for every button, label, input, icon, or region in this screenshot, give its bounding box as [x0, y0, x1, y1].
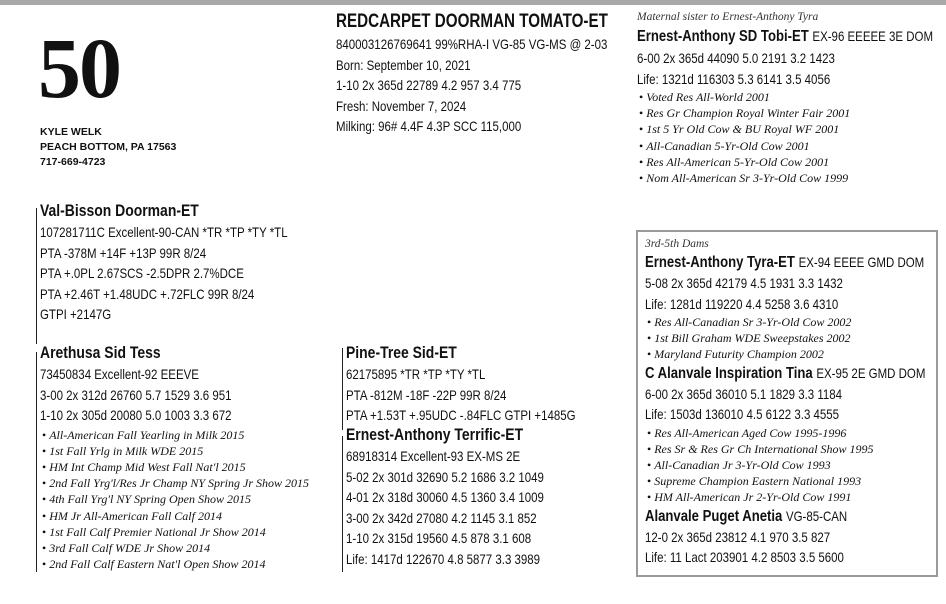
dams-box-caption: 3rd-5th Dams — [645, 238, 709, 250]
honor-item: • 1st Fall Yrlg in Milk WDE 2015 — [42, 443, 309, 459]
maternal-sister-name: Ernest-Anthony SD Tobi-ET — [637, 28, 809, 45]
fourth-dam-name: C Alanvale Inspiration Tina — [645, 364, 813, 382]
animal-milking: Milking: 96# 4.4F 4.3P SCC 115,000 — [336, 118, 522, 134]
fourth-dam-record: 6-00 2x 365d 36010 5.1 1829 3.3 1184 — [645, 385, 843, 402]
sire-line: PTA -378M +14F +13P 99R 8/24 — [40, 244, 207, 261]
owner-name: KYLE WELK — [40, 126, 102, 138]
dam-honors — [42, 427, 309, 573]
animal-block — [336, 10, 676, 137]
maternal-sister-heading — [637, 25, 933, 48]
honor-item: • Res Sr & Res Gr Ch International Show 1995 — [647, 441, 946, 457]
honor-item: • Res All-Canadian Sr 3-Yr-Old Cow 2002 — [647, 314, 946, 330]
sire-connector-line — [36, 208, 37, 344]
second-dam-life: Life: 1417d 122670 4.8 5877 3.3 3989 — [346, 550, 541, 567]
fifth-dam-life: Life: 11 Lact 203901 4.2 8503 3.5 5600 — [645, 549, 844, 566]
owner-phone: 717-669-4723 — [40, 156, 106, 168]
third-dam-honors — [647, 314, 946, 363]
third-dam-life: Life: 1281d 119220 4.4 5258 3.6 4310 — [645, 295, 839, 312]
second-dam-line: 4-01 2x 318d 30060 4.5 1360 3.4 1009 — [346, 489, 544, 505]
second-dam-line: 5-02 2x 301d 32690 5.2 1686 3.2 1049 — [346, 468, 544, 485]
dam-line: 73450834 Excellent-92 EEEVE — [40, 366, 199, 382]
owner-info — [40, 125, 176, 170]
sire-line: GTPI +2147G — [40, 306, 112, 322]
sire-name: Val-Bisson Doorman-ET — [40, 201, 199, 220]
honor-item: • Nom All-American Sr 3-Yr-Old Cow 1999 — [639, 170, 946, 186]
dam-connector-line — [36, 352, 37, 572]
owner-address: PEACH BOTTOM, PA 17563 — [40, 141, 177, 153]
honor-item: • All-Canadian 5-Yr-Old Cow 2001 — [639, 138, 946, 154]
honor-item: • All-American Fall Yearling in Milk 2015 — [42, 427, 309, 443]
animal-fresh: Fresh: November 7, 2024 — [336, 97, 467, 114]
honor-item: • Supreme Champion Eastern National 1993 — [647, 473, 946, 489]
honor-item: • 1st Bill Graham WDE Sweepstakes 2002 — [647, 330, 946, 346]
honor-item: • Res Gr Champion Royal Winter Fair 2001 — [639, 105, 946, 121]
maternal-sister-life: Life: 1321d 116303 5.3 6141 3.5 4056 — [637, 70, 831, 87]
sire-block — [40, 200, 342, 325]
animal-born: Born: September 10, 2021 — [336, 56, 471, 73]
fourth-dam-heading — [645, 363, 925, 384]
maternal-sister-caption: Maternal sister to Ernest-Anthony Tyra — [637, 11, 819, 23]
dam-sire-line: PTA -812M -18F -22P 99R 8/24 — [346, 386, 507, 403]
third-dam-heading — [645, 252, 925, 273]
honor-item: • 1st Fall Calf Premier National Jr Show 2014 — [42, 524, 309, 540]
second-dam-connector-line — [342, 436, 343, 572]
honor-item: • Maryland Futurity Champion 2002 — [647, 346, 946, 362]
dam-sire-connector-line — [342, 348, 343, 430]
honor-item: • 1st 5 Yr Old Cow & BU Royal WF 2001 — [639, 121, 946, 137]
honor-item: • HM All-American Jr 2-Yr-Old Cow 1991 — [647, 489, 946, 505]
lot-number: 50 — [38, 20, 120, 116]
fifth-dam-name: Alanvale Puget Anetia — [645, 507, 783, 525]
top-rule — [0, 0, 946, 5]
dam-sire-block — [346, 342, 626, 426]
animal-name: REDCARPET DOORMAN TOMATO-ET — [336, 11, 608, 32]
dam-sire-line: PTA +1.53T +.95UDC -.84FLC GTPI +1485G — [346, 407, 576, 423]
second-dam-name: Ernest-Anthony Terrific-ET — [346, 425, 524, 444]
fifth-dam-heading — [645, 506, 925, 527]
honor-item: • HM Jr All-American Fall Calf 2014 — [42, 508, 309, 524]
dam-line: 1-10 2x 305d 20080 5.0 1003 3.3 672 — [40, 407, 232, 423]
honor-item: • 2nd Fall Calf Eastern Nat'l Open Show 2014 — [42, 556, 309, 572]
second-dam-line: 3-00 2x 342d 27080 4.2 1145 3.1 852 — [346, 509, 537, 526]
fifth-dam-class: VG-85-CAN — [785, 507, 848, 524]
animal-id-line: 840003126769641 99%RHA-I VG-85 VG-MS @ 2-03 — [336, 36, 608, 52]
honor-item: • 4th Fall Yrg'l NY Spring Open Show 2015 — [42, 491, 309, 507]
third-dam-class: EX-94 EEEE GMD DOM — [798, 254, 925, 270]
animal-record: 1-10 2x 365d 22789 4.2 957 3.4 775 — [336, 77, 522, 93]
honor-item: • 2nd Fall Yrg'l/Res Jr Champ NY Spring Jr Show 2015 — [42, 475, 309, 491]
fourth-dam-class: EX-95 2E GMD DOM — [816, 364, 926, 381]
second-dam-line: 68918314 Excellent-93 EX-MS 2E — [346, 448, 521, 464]
sire-line: PTA +2.46T +1.48UDC +.72FLC 99R 8/24 — [40, 285, 255, 302]
fifth-dam-record: 12-0 2x 365d 23812 4.1 970 3.5 827 — [645, 528, 831, 545]
second-dam-block — [346, 424, 587, 569]
dam-name: Arethusa Sid Tess — [40, 343, 161, 362]
dam-sire-name: Pine-Tree Sid-ET — [346, 343, 457, 362]
fourth-dam-honors — [647, 425, 946, 506]
third-dam-name: Ernest-Anthony Tyra-ET — [645, 254, 795, 271]
maternal-sister-honors — [639, 89, 946, 186]
dam-line: 3-00 2x 312d 26760 5.7 1529 3.6 951 — [40, 386, 232, 403]
dam-sire-line: 62175895 *TR *TP *TY *TL — [346, 366, 486, 382]
dam-block — [40, 342, 309, 572]
second-dam-line: 1-10 2x 315d 19560 4.5 878 3.1 608 — [346, 530, 532, 546]
maternal-sister-class: EX-96 EEEEE 3E DOM — [812, 28, 934, 44]
fourth-dam-life: Life: 1503d 136010 4.5 6122 3.3 4555 — [645, 406, 840, 423]
honor-item: • 3rd Fall Calf WDE Jr Show 2014 — [42, 540, 309, 556]
honor-item: • HM Int Champ Mid West Fall Nat'l 2015 — [42, 459, 309, 475]
sire-line: PTA +.0PL 2.67SCS -2.5DPR 2.7%DCE — [40, 265, 244, 281]
honor-item: • Voted Res All-World 2001 — [639, 89, 946, 105]
honor-item: • Res All-American Aged Cow 1995-1996 — [647, 425, 946, 441]
dams-box-content — [645, 236, 946, 568]
third-dam-record: 5-08 2x 365d 42179 4.5 1931 3.3 1432 — [645, 275, 843, 291]
honor-item: • Res All-American 5-Yr-Old Cow 2001 — [639, 154, 946, 170]
maternal-sister-block — [637, 9, 946, 186]
honor-item: • All-Canadian Jr 3-Yr-Old Cow 1993 — [647, 457, 946, 473]
maternal-sister-record: 6-00 2x 365d 44090 5.0 2191 3.2 1423 — [637, 50, 835, 66]
sire-line: 107281711C Excellent-90-CAN *TR *TP *TY *TL — [40, 224, 288, 240]
